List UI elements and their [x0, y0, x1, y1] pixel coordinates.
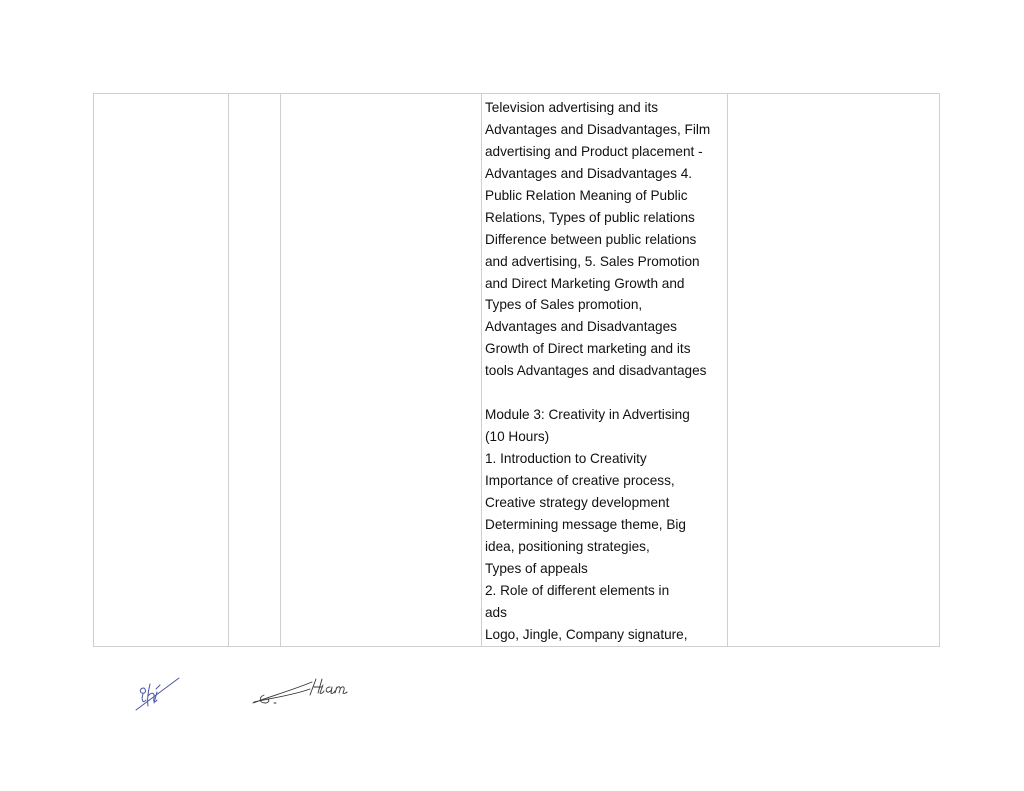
syllabus-table: [93, 93, 940, 647]
content-line: advertising and Product placement -: [485, 143, 703, 159]
content-line: Creative strategy development: [485, 494, 670, 510]
content-cell: [482, 94, 728, 647]
empty-cell-5: [728, 94, 940, 647]
blank-line: [485, 382, 725, 404]
content-line: Advantages and Disadvantages: [485, 319, 677, 335]
content-line: tools Advantages and disadvantages: [485, 363, 707, 379]
module-hours: (10 Hours): [485, 429, 550, 445]
table-row: [94, 94, 940, 647]
signature-2: [250, 673, 358, 707]
content-line: ads: [485, 604, 507, 620]
content-line: Television advertising and its: [485, 100, 659, 115]
content-line: Types of appeals: [485, 560, 588, 576]
signature-1: [132, 672, 184, 714]
content-line: Public Relation Meaning of Public: [485, 187, 688, 203]
content-line: Difference between public relations: [485, 231, 697, 247]
module-heading: Module 3: Creativity in Advertising: [485, 407, 690, 423]
empty-cell-2: [229, 94, 281, 647]
content-line: Advantages and Disadvantages 4.: [485, 165, 693, 181]
content-line: Determining message theme, Big: [485, 516, 686, 532]
content-line: 2. Role of different elements in: [485, 582, 670, 598]
content-line: and Direct Marketing Growth and: [485, 275, 685, 291]
empty-cell-1: [94, 94, 229, 647]
content-line: idea, positioning strategies,: [485, 538, 650, 554]
content-line: Types of Sales promotion,: [485, 297, 643, 313]
content-line: Growth of Direct marketing and its: [485, 341, 691, 357]
content-line: Relations, Types of public relations: [485, 209, 695, 225]
content-line: and advertising, 5. Sales Promotion: [485, 253, 700, 269]
content-line: Importance of creative process,: [485, 472, 675, 488]
content-line: Logo, Jingle, Company signature,: [485, 626, 688, 642]
content-line: Advantages and Disadvantages, Film: [485, 121, 711, 137]
empty-cell-3: [281, 94, 482, 647]
content-line: 1. Introduction to Creativity: [485, 451, 647, 466]
